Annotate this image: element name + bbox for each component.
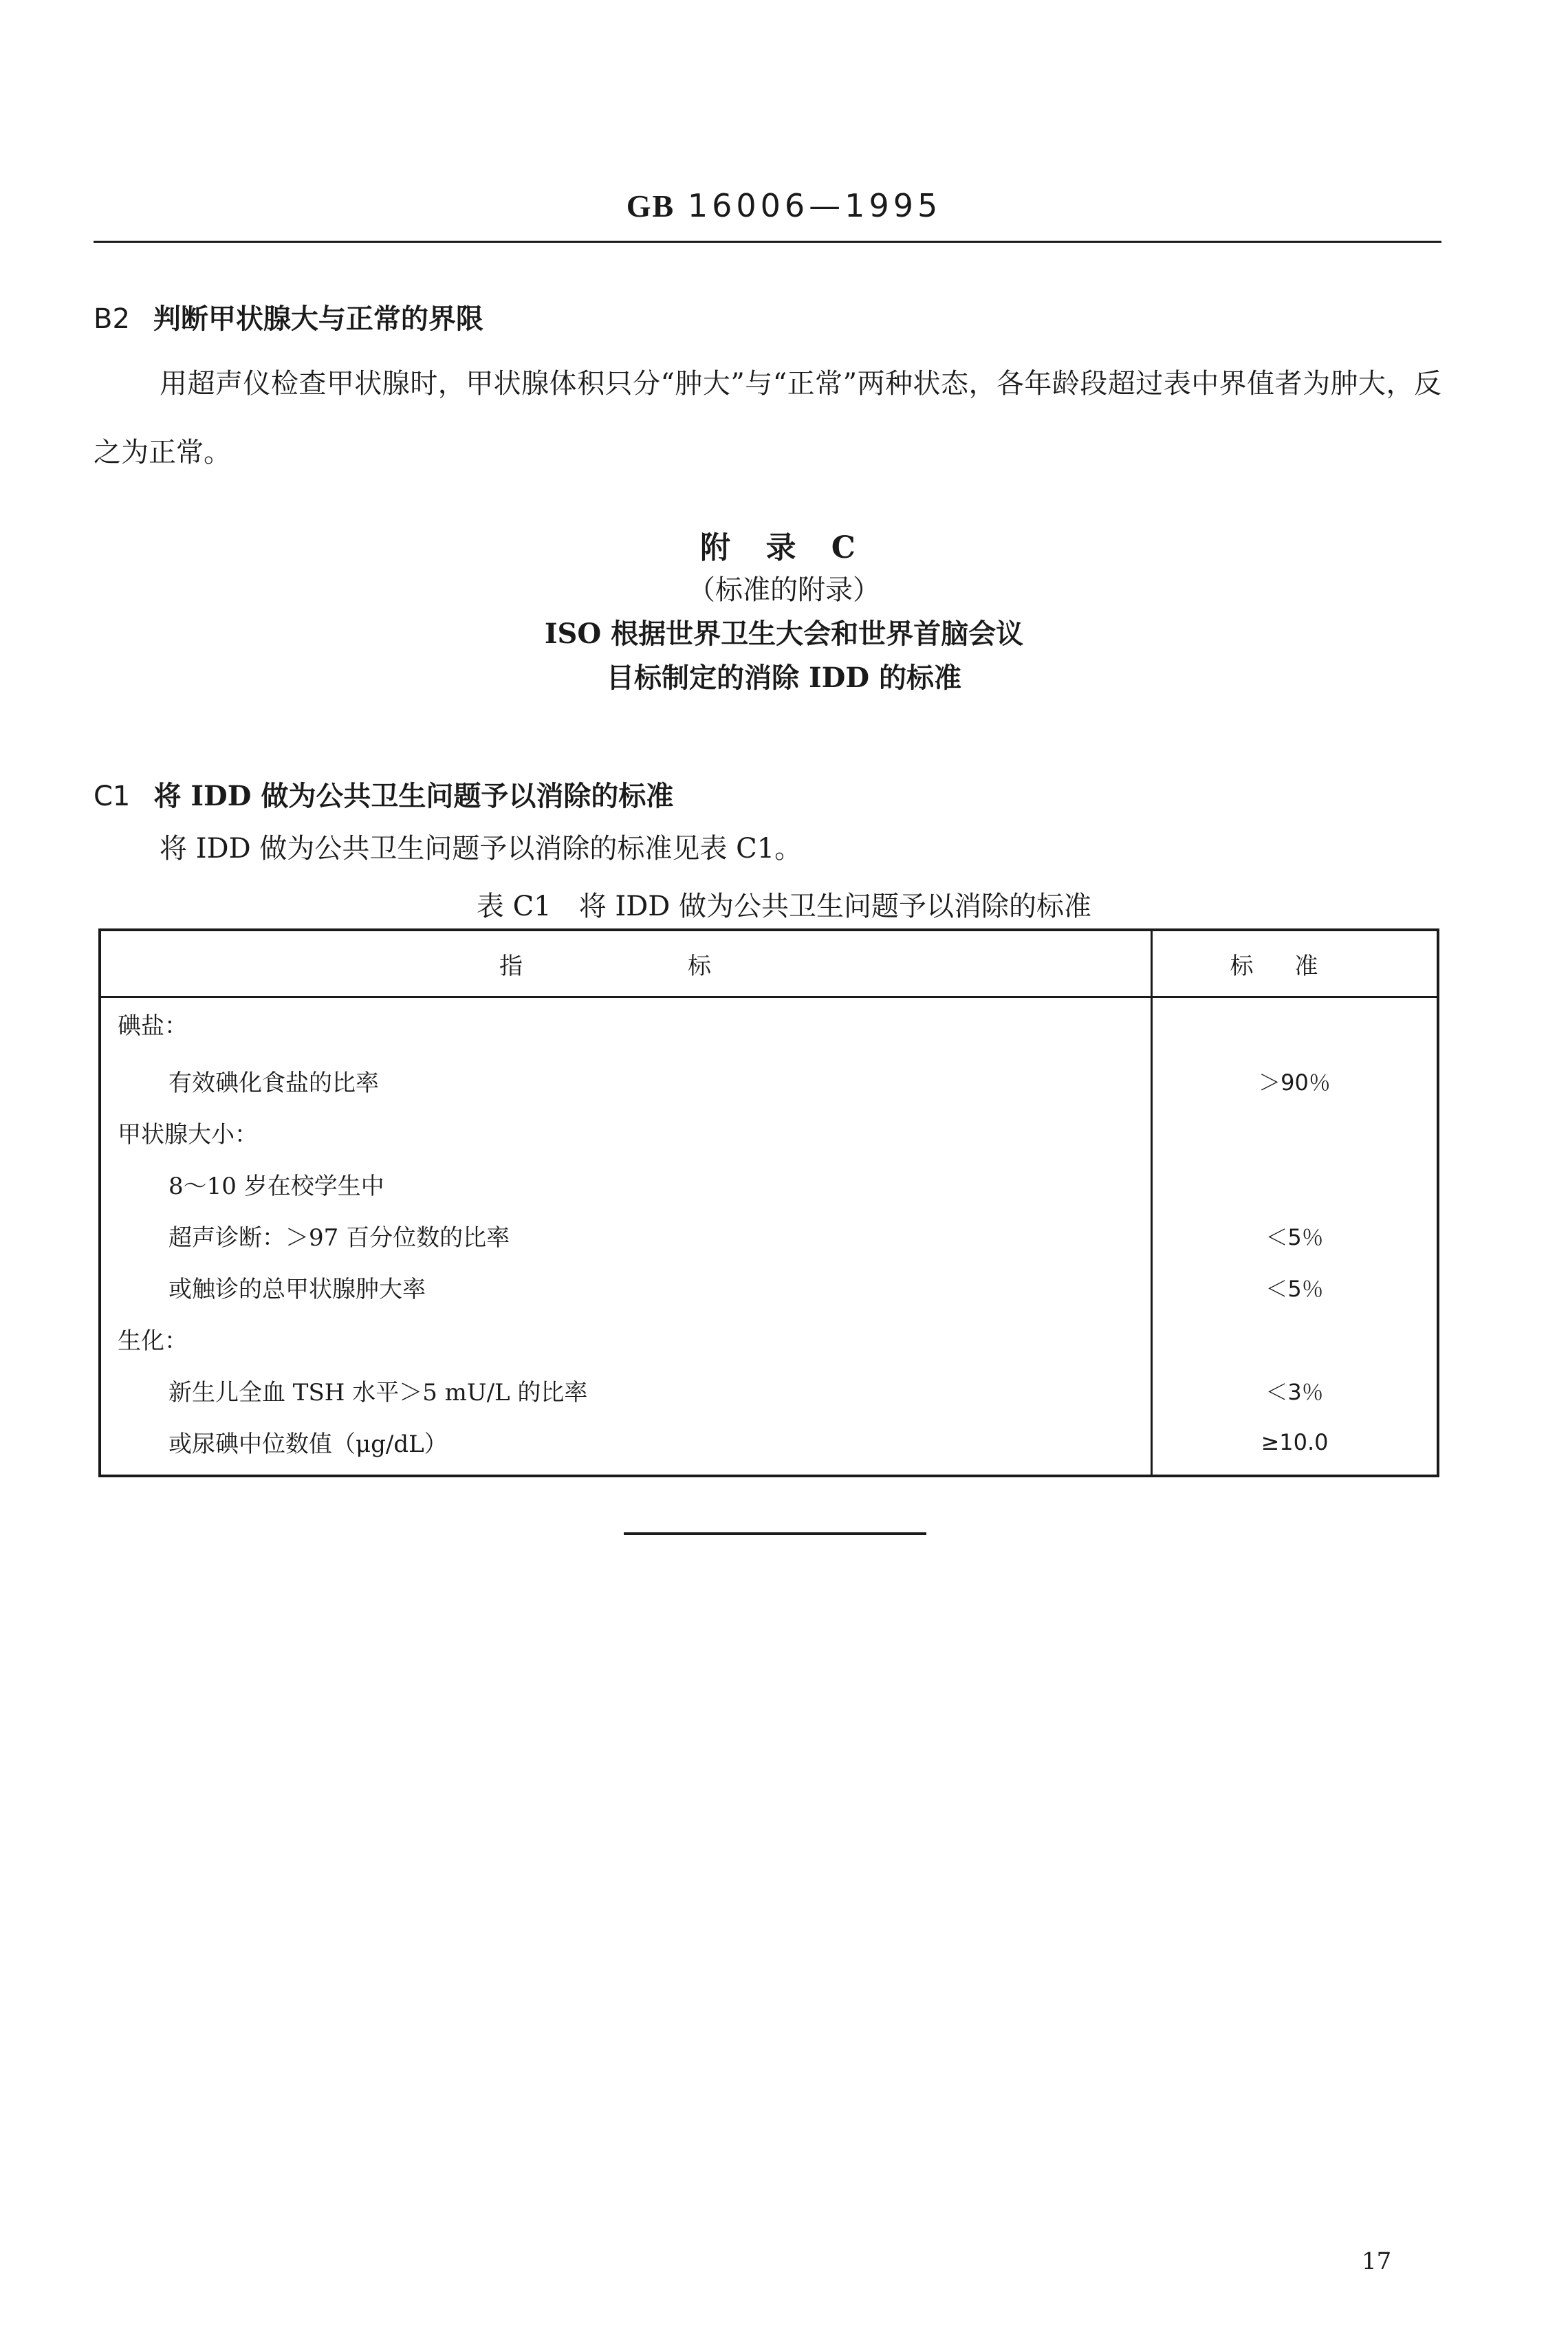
- row-indicator: 8～10 岁在校学生中: [100, 1158, 1152, 1210]
- table-row: [100, 1158, 1438, 1210]
- row-standard: ＜3％: [1265, 1378, 1324, 1405]
- row-indicator: 生化：: [100, 1313, 1152, 1365]
- table-row: [100, 1261, 1438, 1313]
- appendix-title: 附 录 C: [700, 530, 868, 565]
- section-b2-number: B2: [94, 303, 130, 335]
- table-row: [100, 1107, 1438, 1158]
- table-row: [100, 1210, 1438, 1261]
- row-indicator: 或尿碘中位数值（μg/dL）: [100, 1416, 1152, 1476]
- header-rule: [94, 241, 1441, 243]
- row-standard: ＞90％: [1259, 1069, 1331, 1096]
- section-b2-heading: [94, 297, 483, 336]
- standard-prefix: GB: [626, 188, 675, 224]
- row-indicator: 新生儿全血 TSH 水平＞5 mU/L 的比率: [100, 1365, 1152, 1416]
- row-indicator: 碘盐：: [100, 997, 1152, 1050]
- table-header-row: [100, 930, 1438, 997]
- table-row: [100, 1365, 1438, 1416]
- section-c1-number: C1: [94, 781, 131, 812]
- row-standard: [1152, 997, 1439, 1050]
- appendix-heading-line1: ISO 根据世界卫生大会和世界首脑会议: [544, 618, 1024, 650]
- end-rule: [624, 1532, 926, 1535]
- appendix-heading-line2: 目标制定的消除 IDD 的标准: [607, 662, 961, 694]
- row-standard: ＜5％: [1265, 1275, 1324, 1302]
- standard-number: 16006—1995: [687, 187, 942, 224]
- row-standard: ≥10.0: [1261, 1428, 1329, 1455]
- section-b2-title: 判断甲状腺大与正常的界限: [153, 303, 483, 335]
- row-indicator: 超声诊断：＞97 百分位数的比率: [100, 1210, 1152, 1261]
- standards-table: [98, 928, 1439, 1477]
- section-c1-body: 将 IDD 做为公共卫生问题予以消除的标准见表 C1。: [160, 833, 803, 865]
- page-number: 17: [1362, 2248, 1392, 2275]
- row-indicator: 有效碘化食盐的比率: [100, 1050, 1152, 1107]
- row-indicator: 或触诊的总甲状腺肿大率: [100, 1261, 1152, 1313]
- header-indicator-a: 指: [499, 952, 564, 980]
- section-c1-title: 将 IDD 做为公共卫生问题予以消除的标准: [153, 780, 674, 812]
- row-standard: [1152, 1313, 1439, 1365]
- header-standard: 标准: [1152, 930, 1439, 997]
- row-standard: [1152, 1158, 1439, 1210]
- table-row: [100, 1313, 1438, 1365]
- page-header: [0, 187, 1568, 224]
- row-standard: [1152, 1107, 1439, 1158]
- header-indicator: [100, 930, 1152, 997]
- section-c1-heading: [94, 774, 673, 814]
- header-indicator-b: 标: [688, 952, 752, 980]
- row-indicator: 甲状腺大小：: [100, 1107, 1152, 1158]
- table-row: [100, 1416, 1438, 1476]
- appendix-subtitle: （标准的附录）: [688, 574, 880, 606]
- table-row: [100, 997, 1438, 1050]
- table-caption: 表 C1 将 IDD 做为公共卫生问题予以消除的标准: [476, 891, 1092, 922]
- table-row: [100, 1050, 1438, 1107]
- row-standard: ＜5％: [1265, 1224, 1324, 1250]
- section-b2-body: 用超声仪检查甲状腺时，甲状腺体积只分“肿大”与“正常”两种状态，各年龄段超过表中界值者为肿大，反之为正常。: [94, 368, 1441, 468]
